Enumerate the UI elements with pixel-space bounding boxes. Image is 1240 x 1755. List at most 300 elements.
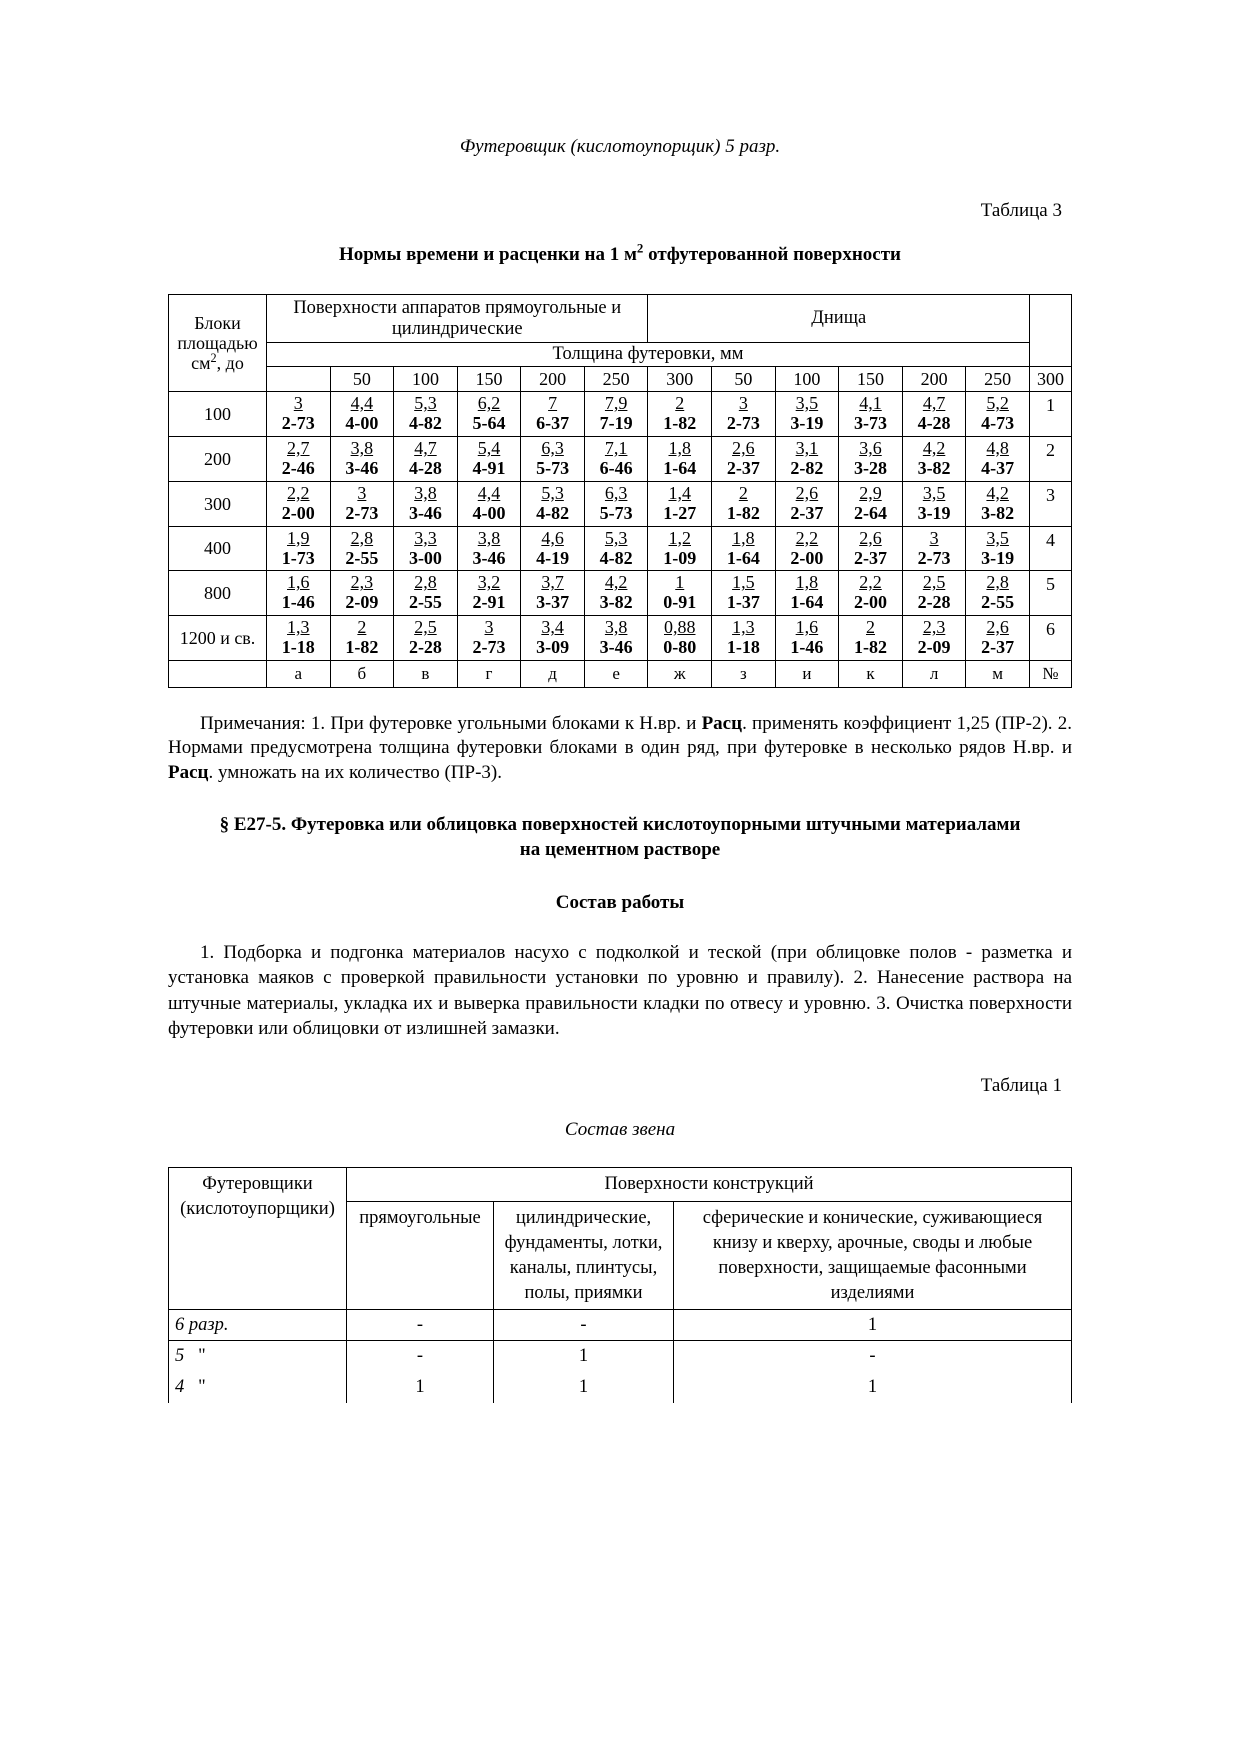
time-norm-value: 3,8 xyxy=(350,438,374,459)
price-value: 1-64 xyxy=(663,457,697,478)
price-value: 4-82 xyxy=(408,413,442,434)
time-norm-value: 1,3 xyxy=(732,617,755,638)
column-letter: з xyxy=(712,661,776,688)
time-norm-value: 2 xyxy=(865,617,875,638)
price-value: 4-00 xyxy=(472,502,506,523)
time-norm-value: 3 xyxy=(929,527,939,548)
price-value: 2-55 xyxy=(408,592,442,613)
time-norm-value: 3 xyxy=(738,393,748,414)
corner-superscript: 2 xyxy=(210,351,217,366)
norm-price-cell xyxy=(966,481,1030,526)
time-norm-value: 1,9 xyxy=(287,527,310,548)
norm-price-cell xyxy=(775,437,839,482)
price-value: 5-73 xyxy=(536,457,570,478)
price-value: 2-55 xyxy=(345,547,379,568)
norm-price-cell xyxy=(330,481,394,526)
price-value: 3-09 xyxy=(536,637,570,658)
norm-price-cell xyxy=(394,616,458,661)
norm-price-cell xyxy=(775,481,839,526)
price-value: 3-82 xyxy=(917,457,951,478)
norm-price-cell xyxy=(966,437,1030,482)
crew-rank-label: 6 разр. xyxy=(175,1314,229,1335)
notes-paragraph xyxy=(168,712,1072,785)
norm-price-cell xyxy=(775,392,839,437)
norm-price-cell xyxy=(394,526,458,571)
time-norm-value: 2,5 xyxy=(414,617,437,638)
time-norm-value: 1,8 xyxy=(668,438,691,459)
crew-count-cell: 1 xyxy=(674,1372,1072,1403)
norm-price-cell xyxy=(394,392,458,437)
price-value: 1-82 xyxy=(663,413,697,434)
section-body-paragraph: 1. Подборка и подгонка материалов насухо с подколкой и теской (при облицовке полов - разметка и установка маяков с проверкой правильности установки по уровню и правилу). 2. Нанесение раствора на штучные материалы, укладка их и выверка правильности кладки по отвесу и уровню. 3. Очистка поверхности футеровки или облицовки от излишней замазки. xyxy=(168,942,1072,1039)
price-value: 2-09 xyxy=(917,637,951,658)
time-norm-value: 5,2 xyxy=(986,393,1009,414)
price-value: 5-64 xyxy=(472,413,506,434)
price-value: 3-46 xyxy=(408,502,442,523)
crew-column-header-2: цилиндрические, фундаменты, лотки, каналы, плинтусы, полы, приямки xyxy=(494,1201,674,1309)
norm-price-cell xyxy=(712,616,776,661)
row-number-cell: 3 xyxy=(1030,481,1072,526)
crew-group-header: Поверхности конструкций xyxy=(347,1167,1072,1201)
price-value: 1-46 xyxy=(281,592,315,613)
price-value: 0-80 xyxy=(663,637,697,658)
crew-rank-cell xyxy=(169,1309,347,1341)
time-norm-value: 3,6 xyxy=(859,438,882,459)
caption-text-pre: Нормы времени и расценки на 1 м xyxy=(338,244,637,265)
norm-price-cell xyxy=(839,616,903,661)
price-value: 0-91 xyxy=(663,592,697,613)
table-row xyxy=(169,616,1072,661)
section-subheading: Состав работы xyxy=(555,892,685,914)
time-norm-value: 2,3 xyxy=(350,572,374,593)
norm-price-cell xyxy=(584,526,648,571)
block-area-cell: 400 xyxy=(169,526,267,571)
price-value: 2-64 xyxy=(853,502,887,523)
norm-price-cell xyxy=(712,437,776,482)
time-norm-value: 6,3 xyxy=(541,438,564,459)
price-value: 3-37 xyxy=(536,592,570,613)
price-value: 1-82 xyxy=(726,502,760,523)
norm-price-cell xyxy=(902,392,966,437)
price-value: 1-46 xyxy=(790,637,824,658)
crew-row xyxy=(169,1372,1072,1403)
norm-price-cell xyxy=(839,526,903,571)
crew-table-label: Таблица 1 xyxy=(980,1074,1062,1096)
norm-price-cell xyxy=(839,437,903,482)
price-value: 2-73 xyxy=(281,413,315,434)
norm-price-cell xyxy=(584,571,648,616)
norm-price-cell xyxy=(712,392,776,437)
time-norm-value: 5,4 xyxy=(477,438,501,459)
time-norm-value: 4,2 xyxy=(922,438,946,459)
time-norm-value: 6,3 xyxy=(604,482,628,503)
empty-corner-numbers xyxy=(267,367,331,392)
time-norm-value: 3,8 xyxy=(604,617,628,638)
price-value: 2-73 xyxy=(917,547,951,568)
row-number-cell: 5 xyxy=(1030,571,1072,616)
price-value: 2-28 xyxy=(917,592,951,613)
time-norm-value: 1,8 xyxy=(732,527,755,548)
price-value: 2-37 xyxy=(853,547,887,568)
price-value: 4-28 xyxy=(917,413,951,434)
time-norm-value: 3,8 xyxy=(477,527,501,548)
time-norm-value: 2,2 xyxy=(795,527,819,548)
price-value: 6-46 xyxy=(599,457,633,478)
table-row xyxy=(169,526,1072,571)
norm-price-cell xyxy=(648,392,712,437)
crew-rank-ditto: " xyxy=(184,1377,206,1398)
corner-line-1: Блоки xyxy=(194,312,241,333)
time-norm-value: 5,3 xyxy=(541,482,564,503)
norm-price-cell xyxy=(839,571,903,616)
price-value: 1-64 xyxy=(726,547,760,568)
price-value: 2-37 xyxy=(790,502,824,523)
crew-column-header-3: сферические и конические, суживающиеся книзу и кверху, арочные, своды и любые поверхности, защищаемые фасонными изделиями xyxy=(674,1201,1072,1309)
norm-price-cell xyxy=(584,392,648,437)
column-letter: в xyxy=(394,661,458,688)
price-value: 3-46 xyxy=(599,637,633,658)
norm-price-cell xyxy=(839,481,903,526)
crew-corner-header xyxy=(169,1167,347,1309)
crew-table xyxy=(168,1167,1072,1404)
norm-price-cell xyxy=(330,526,394,571)
section-heading: § Е27-5. Футеровка или облицовка поверхностей кислотоупорными штучными материалами на цементном растворе xyxy=(219,813,1021,860)
crew-header-row-group xyxy=(169,1167,1072,1201)
price-value: 4-82 xyxy=(536,502,570,523)
norm-price-cell xyxy=(267,571,331,616)
norm-price-cell xyxy=(330,392,394,437)
time-norm-value: 3,3 xyxy=(414,527,437,548)
crew-rank-ditto: " xyxy=(184,1346,206,1367)
price-value: 1-73 xyxy=(281,547,315,568)
norm-price-cell xyxy=(330,437,394,482)
crew-count-cell: - xyxy=(494,1309,674,1341)
time-norm-value: 3,5 xyxy=(922,482,946,503)
time-norm-value: 7 xyxy=(548,393,558,414)
column-letter: д xyxy=(521,661,585,688)
time-norm-value: 3,8 xyxy=(414,482,437,503)
time-norm-value: 7,9 xyxy=(604,393,628,414)
thickness-column-header: 250 xyxy=(966,367,1030,392)
norm-price-cell xyxy=(902,526,966,571)
table-row xyxy=(169,571,1072,616)
crew-row xyxy=(169,1341,1072,1372)
time-norm-value: 3,7 xyxy=(541,572,564,593)
time-norm-value: 3,5 xyxy=(795,393,819,414)
time-norm-value: 3,2 xyxy=(477,572,501,593)
letter-row-blank xyxy=(169,661,267,688)
time-norm-value: 2,2 xyxy=(859,572,882,593)
corner-line-2: площадью xyxy=(177,333,258,354)
norm-price-cell xyxy=(648,526,712,571)
time-norm-value: 3 xyxy=(293,393,303,414)
norm-price-cell xyxy=(712,481,776,526)
price-value: 7-19 xyxy=(599,413,633,434)
time-norm-value: 2,2 xyxy=(287,482,310,503)
time-norm-value: 5,3 xyxy=(414,393,437,414)
crew-table-caption: Состав звена xyxy=(564,1118,676,1140)
price-value: 1-18 xyxy=(726,637,760,658)
notes-bold-1: Расц xyxy=(701,713,743,735)
norm-price-cell xyxy=(330,616,394,661)
column-letter: е xyxy=(584,661,648,688)
thickness-column-header: 200 xyxy=(902,367,966,392)
thickness-column-header: 150 xyxy=(457,367,521,392)
price-value: 3-73 xyxy=(853,413,887,434)
crew-count-cell: 1 xyxy=(494,1372,674,1403)
crew-count-cell: 1 xyxy=(347,1372,494,1403)
group-header-bottoms: Днища xyxy=(648,295,1030,343)
norm-price-cell xyxy=(521,481,585,526)
crew-count-cell: - xyxy=(347,1309,494,1341)
crew-corner-line-2: (кислотоупорщики) xyxy=(180,1198,335,1219)
column-letter: м xyxy=(966,661,1030,688)
price-value: 4-00 xyxy=(345,413,379,434)
time-norm-value: 4,4 xyxy=(350,393,374,414)
norm-price-cell xyxy=(839,392,903,437)
norm-price-cell xyxy=(712,526,776,571)
price-value: 2-91 xyxy=(472,592,506,613)
price-value: 1-64 xyxy=(790,592,824,613)
time-norm-value: 4,7 xyxy=(922,393,946,414)
time-norm-value: 2,8 xyxy=(986,572,1009,593)
row-number-cell: 2 xyxy=(1030,437,1072,482)
crew-row xyxy=(169,1309,1072,1341)
norm-price-cell xyxy=(966,392,1030,437)
norm-price-cell xyxy=(584,437,648,482)
norm-price-cell xyxy=(648,571,712,616)
norm-price-cell xyxy=(966,571,1030,616)
norms-table-caption xyxy=(168,240,1072,266)
price-value: 1-82 xyxy=(345,637,379,658)
group-header-rectangular: Поверхности аппаратов прямоугольные и цилиндрические xyxy=(267,295,648,343)
time-norm-value: 2 xyxy=(675,393,685,414)
crew-count-cell: - xyxy=(347,1341,494,1372)
norm-price-cell xyxy=(584,616,648,661)
price-value: 4-91 xyxy=(472,457,506,478)
crew-rank-label: 4 xyxy=(175,1377,185,1398)
norm-price-cell xyxy=(775,571,839,616)
time-norm-value: 3,1 xyxy=(795,438,819,459)
time-norm-value: 1,4 xyxy=(668,482,691,503)
time-norm-value: 2,8 xyxy=(350,527,374,548)
price-value: 3-28 xyxy=(853,457,887,478)
corner-tail: , до xyxy=(216,353,244,374)
norm-price-cell xyxy=(775,616,839,661)
time-norm-value: 4,2 xyxy=(604,572,628,593)
price-value: 1-18 xyxy=(281,637,315,658)
norm-price-cell xyxy=(902,481,966,526)
time-norm-value: 1,2 xyxy=(668,527,691,548)
crew-rank-cell xyxy=(169,1372,347,1403)
column-letter: г xyxy=(457,661,521,688)
thickness-column-header: 150 xyxy=(839,367,903,392)
norm-price-cell xyxy=(394,571,458,616)
row-number-cell: 6 xyxy=(1030,616,1072,661)
time-norm-value: 3,5 xyxy=(986,527,1009,548)
price-value: 3-46 xyxy=(345,457,379,478)
block-area-cell: 1200 и св. xyxy=(169,616,267,661)
time-norm-value: 1,8 xyxy=(795,572,819,593)
thickness-column-header: 50 xyxy=(712,367,776,392)
norm-price-cell xyxy=(267,616,331,661)
table-header-row-numbers xyxy=(169,367,1072,392)
norm-price-cell xyxy=(521,437,585,482)
norm-price-cell xyxy=(457,392,521,437)
crew-rank-cell xyxy=(169,1341,347,1372)
time-norm-value: 4,6 xyxy=(541,527,564,548)
norms-table-label: Таблица 3 xyxy=(980,200,1062,221)
column-letter: б xyxy=(330,661,394,688)
norm-price-cell xyxy=(267,481,331,526)
norm-price-cell xyxy=(521,526,585,571)
norm-price-cell xyxy=(267,437,331,482)
norm-price-cell xyxy=(584,481,648,526)
norm-price-cell xyxy=(457,571,521,616)
norm-price-cell xyxy=(966,526,1030,571)
price-value: 2-73 xyxy=(472,637,506,658)
norm-price-cell xyxy=(267,526,331,571)
thickness-column-header: 100 xyxy=(394,367,458,392)
price-value: 1-27 xyxy=(663,502,697,523)
price-value: 2-09 xyxy=(345,592,379,613)
time-norm-value: 1 xyxy=(675,572,685,593)
running-head: Футеровщик (кислотоупорщик) 5 разр. xyxy=(459,136,781,157)
thickness-column-header: 200 xyxy=(521,367,585,392)
crew-count-cell: 1 xyxy=(494,1341,674,1372)
crew-count-cell: - xyxy=(674,1341,1072,1372)
price-value: 2-73 xyxy=(726,413,760,434)
corner-line-3: см xyxy=(191,353,211,374)
price-value: 2-37 xyxy=(981,637,1015,658)
time-norm-value: 4,8 xyxy=(986,438,1009,459)
crew-column-header-1: прямоугольные xyxy=(347,1201,494,1309)
thickness-column-header: 300 xyxy=(1030,367,1072,392)
price-value: 3-19 xyxy=(981,547,1015,568)
time-norm-value: 4,1 xyxy=(859,393,882,414)
norm-price-cell xyxy=(775,526,839,571)
crew-corner-line-1: Футеровщики xyxy=(202,1173,313,1194)
column-letter-row xyxy=(169,661,1072,688)
price-value: 4-28 xyxy=(408,457,442,478)
price-value: 4-73 xyxy=(981,413,1015,434)
price-value: 5-73 xyxy=(599,502,633,523)
column-letter-number-sign: № xyxy=(1030,661,1072,688)
time-norm-value: 2 xyxy=(357,617,367,638)
time-norm-value: 3 xyxy=(357,482,367,503)
thickness-column-header: 300 xyxy=(648,367,712,392)
time-norm-value: 2,8 xyxy=(414,572,437,593)
price-value: 2-28 xyxy=(408,637,442,658)
norm-price-cell xyxy=(457,481,521,526)
time-norm-value: 2,5 xyxy=(922,572,946,593)
price-value: 2-00 xyxy=(853,592,887,613)
time-norm-value: 2,6 xyxy=(732,438,755,459)
norm-price-cell xyxy=(648,481,712,526)
time-norm-value: 2 xyxy=(738,482,748,503)
norm-price-cell xyxy=(648,437,712,482)
block-area-cell: 200 xyxy=(169,437,267,482)
price-value: 2-82 xyxy=(790,457,824,478)
norm-price-cell xyxy=(330,571,394,616)
price-value: 3-00 xyxy=(408,547,442,568)
time-norm-value: 5,3 xyxy=(604,527,628,548)
norm-price-cell xyxy=(457,437,521,482)
price-value: 4-37 xyxy=(981,457,1015,478)
price-value: 4-19 xyxy=(536,547,570,568)
price-value: 2-73 xyxy=(345,502,379,523)
time-norm-value: 2,6 xyxy=(859,527,882,548)
norm-price-cell xyxy=(712,571,776,616)
norm-price-cell xyxy=(457,616,521,661)
notes-part-2: . применять коэффициент 1,25 (ПР-2). 2. Нормами предусмотрена толщина футеровки блоками в один ряд, при футеровке в несколько рядов Н.вр. и xyxy=(168,713,1072,759)
table-row xyxy=(169,392,1072,437)
norm-price-cell xyxy=(267,392,331,437)
crew-count-cell: 1 xyxy=(674,1309,1072,1341)
thickness-column-header: 250 xyxy=(584,367,648,392)
notes-bold-2: Расц xyxy=(168,761,209,783)
norm-price-cell xyxy=(394,481,458,526)
norm-price-cell xyxy=(902,437,966,482)
column-letter: л xyxy=(902,661,966,688)
column-letter: к xyxy=(839,661,903,688)
price-value: 6-37 xyxy=(536,413,570,434)
block-area-cell: 800 xyxy=(169,571,267,616)
time-norm-value: 0,88 xyxy=(664,617,696,638)
time-norm-value: 2,6 xyxy=(795,482,819,503)
time-norm-value: 1,6 xyxy=(287,572,310,593)
time-norm-value: 3,4 xyxy=(541,617,564,638)
time-norm-value: 1,6 xyxy=(795,617,819,638)
norm-price-cell xyxy=(521,392,585,437)
norm-price-cell xyxy=(521,616,585,661)
price-value: 1-09 xyxy=(663,547,697,568)
table-row xyxy=(169,481,1072,526)
price-value: 3-46 xyxy=(472,547,506,568)
row-number-cell: 1 xyxy=(1030,392,1072,437)
time-norm-value: 4,7 xyxy=(414,438,437,459)
table-header-row-groups xyxy=(169,295,1072,343)
time-norm-value: 7,1 xyxy=(604,438,628,459)
norm-price-cell xyxy=(902,616,966,661)
column-letter: ж xyxy=(648,661,712,688)
price-value: 2-46 xyxy=(281,457,315,478)
block-area-cell: 300 xyxy=(169,481,267,526)
empty-corner-top xyxy=(1030,295,1072,367)
thickness-header: Толщина футеровки, мм xyxy=(267,343,1030,367)
caption-superscript: 2 xyxy=(636,240,644,256)
time-norm-value: 2,3 xyxy=(922,617,946,638)
caption-text-post: отфутерованной поверхности xyxy=(643,244,901,265)
norm-price-cell xyxy=(394,437,458,482)
column-letter: а xyxy=(267,661,331,688)
price-value: 2-37 xyxy=(726,457,760,478)
thickness-column-header: 50 xyxy=(330,367,394,392)
norm-price-cell xyxy=(902,571,966,616)
corner-header-cell xyxy=(169,295,267,392)
time-norm-value: 2,7 xyxy=(287,438,310,459)
norm-price-cell xyxy=(521,571,585,616)
price-value: 2-55 xyxy=(981,592,1015,613)
price-value: 2-00 xyxy=(790,547,824,568)
price-value: 3-19 xyxy=(917,502,951,523)
price-value: 1-37 xyxy=(726,592,760,613)
price-value: 3-82 xyxy=(981,502,1015,523)
time-norm-value: 4,2 xyxy=(986,482,1009,503)
time-norm-value: 1,5 xyxy=(732,572,755,593)
time-norm-value: 1,3 xyxy=(287,617,310,638)
norm-price-cell xyxy=(457,526,521,571)
